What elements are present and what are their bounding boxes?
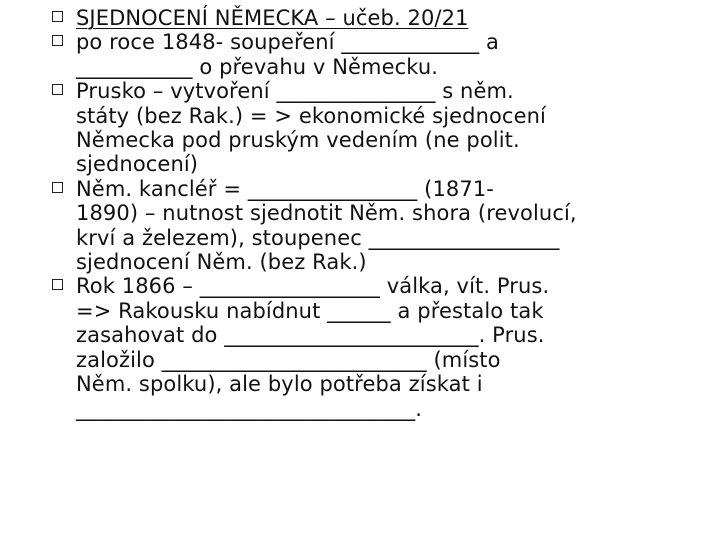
bullet-text-line: Německa pod pruským vedením (ne polit. (76, 128, 520, 153)
bullet-text-line: => Rakousku nabídnut ______ a přestalo tak (76, 298, 544, 323)
square-bullet-icon (52, 279, 63, 290)
bullet-text-line: 1890) – nutnost sjednotit Něm. shora (revolucí, (76, 201, 577, 226)
bullet-text-line: ___________ o převahu v Německu. (76, 54, 439, 79)
square-bullet-icon (52, 35, 63, 46)
bullet-text-line: zasahovat do ________________________. Prus. (76, 323, 545, 348)
bullet-item-4 (52, 274, 692, 420)
bullet-item-3 (52, 177, 692, 275)
bullet-text-line: sjednocení Něm. (bez Rak.) (76, 250, 367, 275)
square-bullet-icon (52, 11, 63, 22)
bullet-text-line: Něm. kancléř = ________________ (1871- (76, 176, 494, 201)
bullet-text-line: sjednocení) (76, 152, 199, 177)
bullet-text-line: Něm. spolku), ale bylo potřeba získat i (76, 372, 483, 397)
slide-title: SJEDNOCENÍ NĚMECKA – učeb. 20/21 (76, 6, 469, 30)
bullet-text-line: ________________________________. (76, 396, 422, 421)
square-bullet-icon (52, 84, 63, 95)
bullet-text-line: Prusko – vytvoření _______________ s něm. (76, 79, 514, 104)
bullet-text-line: krví a železem), stoupenec __________________ (76, 225, 560, 250)
title-item (52, 6, 692, 30)
bullet-item-2 (52, 79, 692, 177)
bullet-text-line: státy (bez Rak.) = > ekonomické sjednocení (76, 103, 546, 128)
square-bullet-icon (52, 182, 63, 193)
bullet-item-1 (52, 30, 692, 79)
bullet-text-line: po roce 1848- soupeření _____________ a (76, 30, 499, 55)
bullet-text-line: Rok 1866 – _________________ válka, vít. Prus. (76, 274, 550, 299)
bullet-text-line: založilo _________________________ (místo (76, 347, 501, 372)
bullet-list (52, 6, 692, 421)
